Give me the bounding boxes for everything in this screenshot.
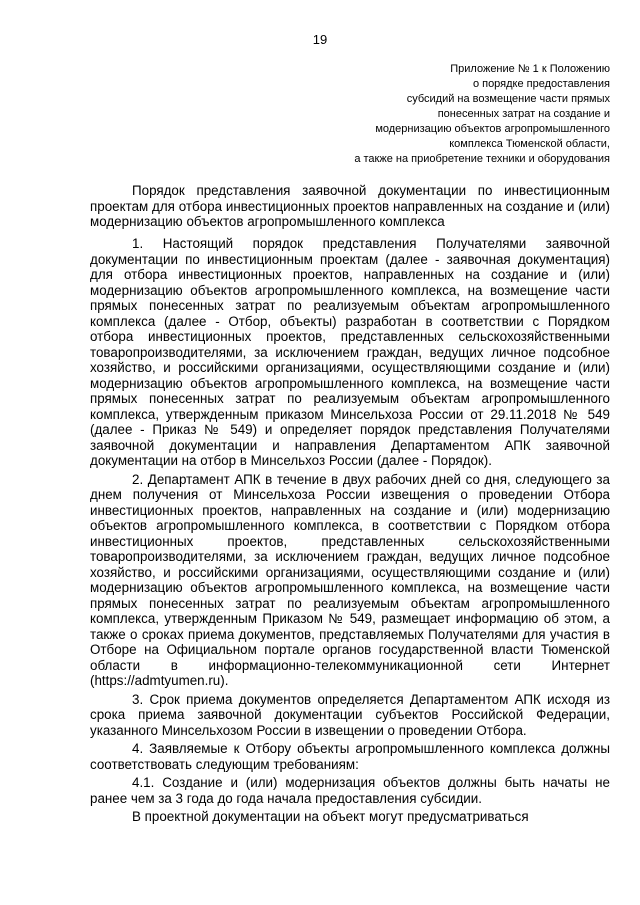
paragraph-3: 3. Срок приема документов определяется Департаментом АПК исходя из срока приема заявочной документации субъектов Российской Федерации, указанного Минсельхозом России в извещении о проведении Отбора. xyxy=(90,691,610,738)
appendix-line: модернизацию объектов агропромышленного xyxy=(375,123,610,135)
appendix-line: комплекса Тюменской области, xyxy=(449,138,610,150)
appendix-line: субсидий на возмещение части прямых xyxy=(406,93,610,105)
paragraph-continuation: В проектной документации на объект могут предусматриваться xyxy=(132,809,529,824)
appendix-note xyxy=(250,62,610,167)
appendix-line: Приложение № 1 к Положению xyxy=(450,63,610,75)
title-text: Порядок представления заявочной документации по инвестиционным проектам для отбора инвестиционных проектов направленных на создание и (или) модернизацию объектов агропромышленного комплекса xyxy=(90,183,610,229)
document-body xyxy=(90,236,610,828)
appendix-line: а также на приобретение техники и оборудования xyxy=(354,153,610,165)
page-number: 19 xyxy=(312,32,328,47)
appendix-line: о порядке предоставления xyxy=(472,78,610,90)
appendix-line: понесенных затрат на создание и xyxy=(437,108,610,120)
document-title xyxy=(90,183,610,230)
paragraph-4: 4. Заявляемые к Отбору объекты агропромышленного комплекса должны соответствовать следующим требованиям: xyxy=(90,741,610,772)
paragraph-2: 2. Департамент АПК в течение в двух рабочих дней со дня, следующего за днем получения от Минсельхоза России извещения о проведении Отбора инвестиционных проектов, направленных на создание и (или) модернизацию объектов агропромышленного комплекса, в соответствии с Порядком отбора инвестиционных проектов, представленных сельскохозяйственными товаропроизводителями, за исключением граждан, ведущих личное подсобное хозяйство, и российскими организациями, осуществляющими создание и (или) модернизацию объектов агропромышленного комплекса, на возмещение части прямых понесенных затрат по реализуемым объектам агропромышленного комплекса, утвержденным Приказом № 549, размещает информацию об этом, а также о сроках приема документов, представляемых Получателями для участия в Отборе на Официальном портале органов государственной власти Тюменской области в информационно-телекоммуникационной сети Интернет (https://admtyumen.ru). xyxy=(90,471,610,688)
paragraph-1: 1. Настоящий порядок представления Получателями заявочной документации по инвестиционным проектам (далее - заявочная документация) для отбора инвестиционных проектов, направленных на создание и (или) модернизацию объектов агропромышленного комплекса, на возмещение части прямых понесенных затрат по реализуемым объектам агропромышленного комплекса (далее - Отбор, объекты) разработан в соответствии с Порядком отбора инвестиционных проектов, представленных сельскохозяйственными товаропроизводителями, за исключением граждан, ведущих личное подсобное хозяйство, и российскими организациями, осуществляющими создание и (или) модернизацию объектов агропромышленного комплекса, на возмещение части прямых понесенных затрат по реализуемым объектам агропромышленного комплекса, утвержденным приказом Минсельхоза России от 29.11.2018 № 549 (далее - Приказ № 549) и определяет порядок представления Получателями заявочной документации и направления Департаментом АПК заявочной документации на отбор в Минсельхоз России (далее - Порядок). xyxy=(90,236,610,468)
paragraph-4-1: 4.1. Создание и (или) модернизация объектов должны быть начаты не ранее чем за 3 года до года начала предоставления субсидии. xyxy=(90,775,610,806)
